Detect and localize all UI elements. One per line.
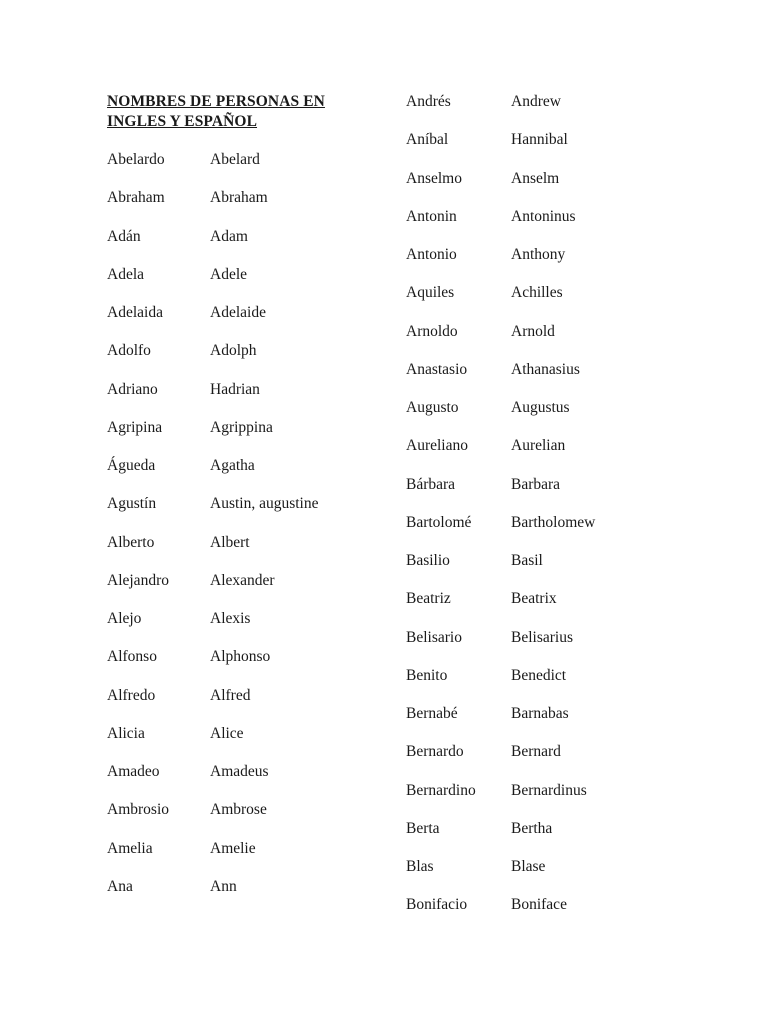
english-name: Adelaide [210, 304, 266, 321]
english-name: Hadrian [210, 380, 260, 398]
spanish-name: Aníbal [406, 131, 449, 149]
english-name: Bartholomew [511, 513, 596, 531]
spanish-name: Bárbara [406, 475, 456, 493]
spanish-name: Ana [107, 877, 133, 895]
spanish-name: Ambrosio [107, 801, 169, 819]
english-name: Amelie [210, 839, 256, 857]
spanish-name: Agustín [107, 495, 157, 513]
spanish-name: Berta [406, 819, 440, 837]
english-name: Hannibal [511, 131, 568, 149]
english-name: Agatha [210, 457, 255, 474]
spanish-name: Bernabé [406, 705, 458, 722]
english-name: Antoninus [511, 207, 576, 225]
english-name: Agrippina [210, 418, 273, 436]
spanish-name: Arnoldo [406, 322, 458, 340]
spanish-name: Bonifacio [406, 896, 468, 914]
english-name: Augustus [511, 399, 570, 416]
english-name: Alphonso [210, 648, 271, 666]
document-title [107, 92, 367, 132]
english-name: Boniface [511, 896, 567, 914]
spanish-name: Bernardino [406, 781, 476, 799]
spanish-name: Adán [107, 227, 141, 245]
spanish-name: Bernardo [406, 743, 464, 761]
english-name: Barbara [511, 475, 561, 493]
english-name: Adam [210, 227, 248, 245]
english-name: Basil [511, 552, 543, 569]
spanish-name: Andrés [406, 93, 451, 110]
spanish-name: Benito [406, 666, 448, 684]
english-name: Anselm [511, 169, 560, 187]
spanish-name: Anselmo [406, 169, 462, 187]
spanish-name: Bartolomé [406, 513, 472, 531]
spanish-name: Anastasio [406, 360, 468, 378]
english-name: Abelard [210, 151, 260, 168]
english-name: Bernard [511, 743, 561, 761]
english-name: Alfred [210, 686, 251, 704]
spanish-name: Agripina [107, 418, 163, 436]
title-line-1: NOMBRES DE PERSONAS EN [107, 93, 325, 110]
spanish-name: Amelia [107, 839, 153, 857]
spanish-name: Alejandro [107, 571, 169, 589]
english-name: Andrew [511, 93, 561, 110]
english-name: Belisarius [511, 628, 573, 646]
english-name: Beatrix [511, 590, 557, 608]
english-name: Alexis [210, 610, 251, 627]
english-name: Ann [210, 877, 237, 895]
english-name: Blase [511, 858, 546, 875]
english-name: Adolph [210, 342, 257, 360]
spanish-name: Blas [406, 858, 434, 875]
spanish-name: Águeda [107, 457, 156, 474]
spanish-name: Alberto [107, 533, 155, 551]
title-line-2: INGLES Y ESPAÑOL [107, 113, 258, 130]
english-name: Bertha [511, 819, 553, 837]
spanish-name: Augusto [406, 399, 459, 416]
spanish-name: Adela [107, 265, 145, 283]
english-name: Alexander [210, 571, 275, 589]
english-name: Albert [210, 533, 250, 551]
spanish-name: Adriano [107, 380, 158, 398]
spanish-name: Alejo [107, 610, 142, 627]
english-name: Barnabas [511, 705, 569, 722]
spanish-name: Antonin [406, 207, 457, 225]
spanish-name: Alfredo [107, 686, 156, 704]
spanish-name: Alfonso [107, 648, 157, 666]
spanish-name: Abelardo [107, 151, 165, 168]
english-name: Amadeus [210, 763, 269, 780]
english-name: Adele [210, 265, 248, 283]
english-name: Anthony [511, 246, 566, 263]
spanish-name: Antonio [406, 246, 457, 263]
english-name: Ambrose [210, 801, 267, 819]
english-name: Bernardinus [511, 781, 587, 799]
english-name: Alice [210, 724, 244, 742]
english-name: Arnold [511, 322, 555, 340]
english-name: Abraham [210, 189, 268, 207]
english-name: Aurelian [511, 437, 566, 455]
spanish-name: Adolfo [107, 342, 151, 360]
spanish-name: Adelaida [107, 304, 163, 321]
spanish-name: Abraham [107, 189, 165, 207]
english-name: Achilles [511, 284, 563, 302]
spanish-name: Basilio [406, 552, 450, 569]
spanish-name: Amadeo [107, 763, 160, 780]
spanish-name: Beatriz [406, 590, 451, 608]
english-name: Benedict [511, 666, 567, 684]
spanish-name: Aquiles [406, 284, 455, 302]
english-name: Austin, augustine [210, 495, 319, 513]
spanish-name: Alicia [107, 724, 145, 742]
english-name: Athanasius [511, 360, 580, 378]
spanish-name: Aureliano [406, 437, 468, 455]
spanish-name: Belisario [406, 628, 462, 646]
